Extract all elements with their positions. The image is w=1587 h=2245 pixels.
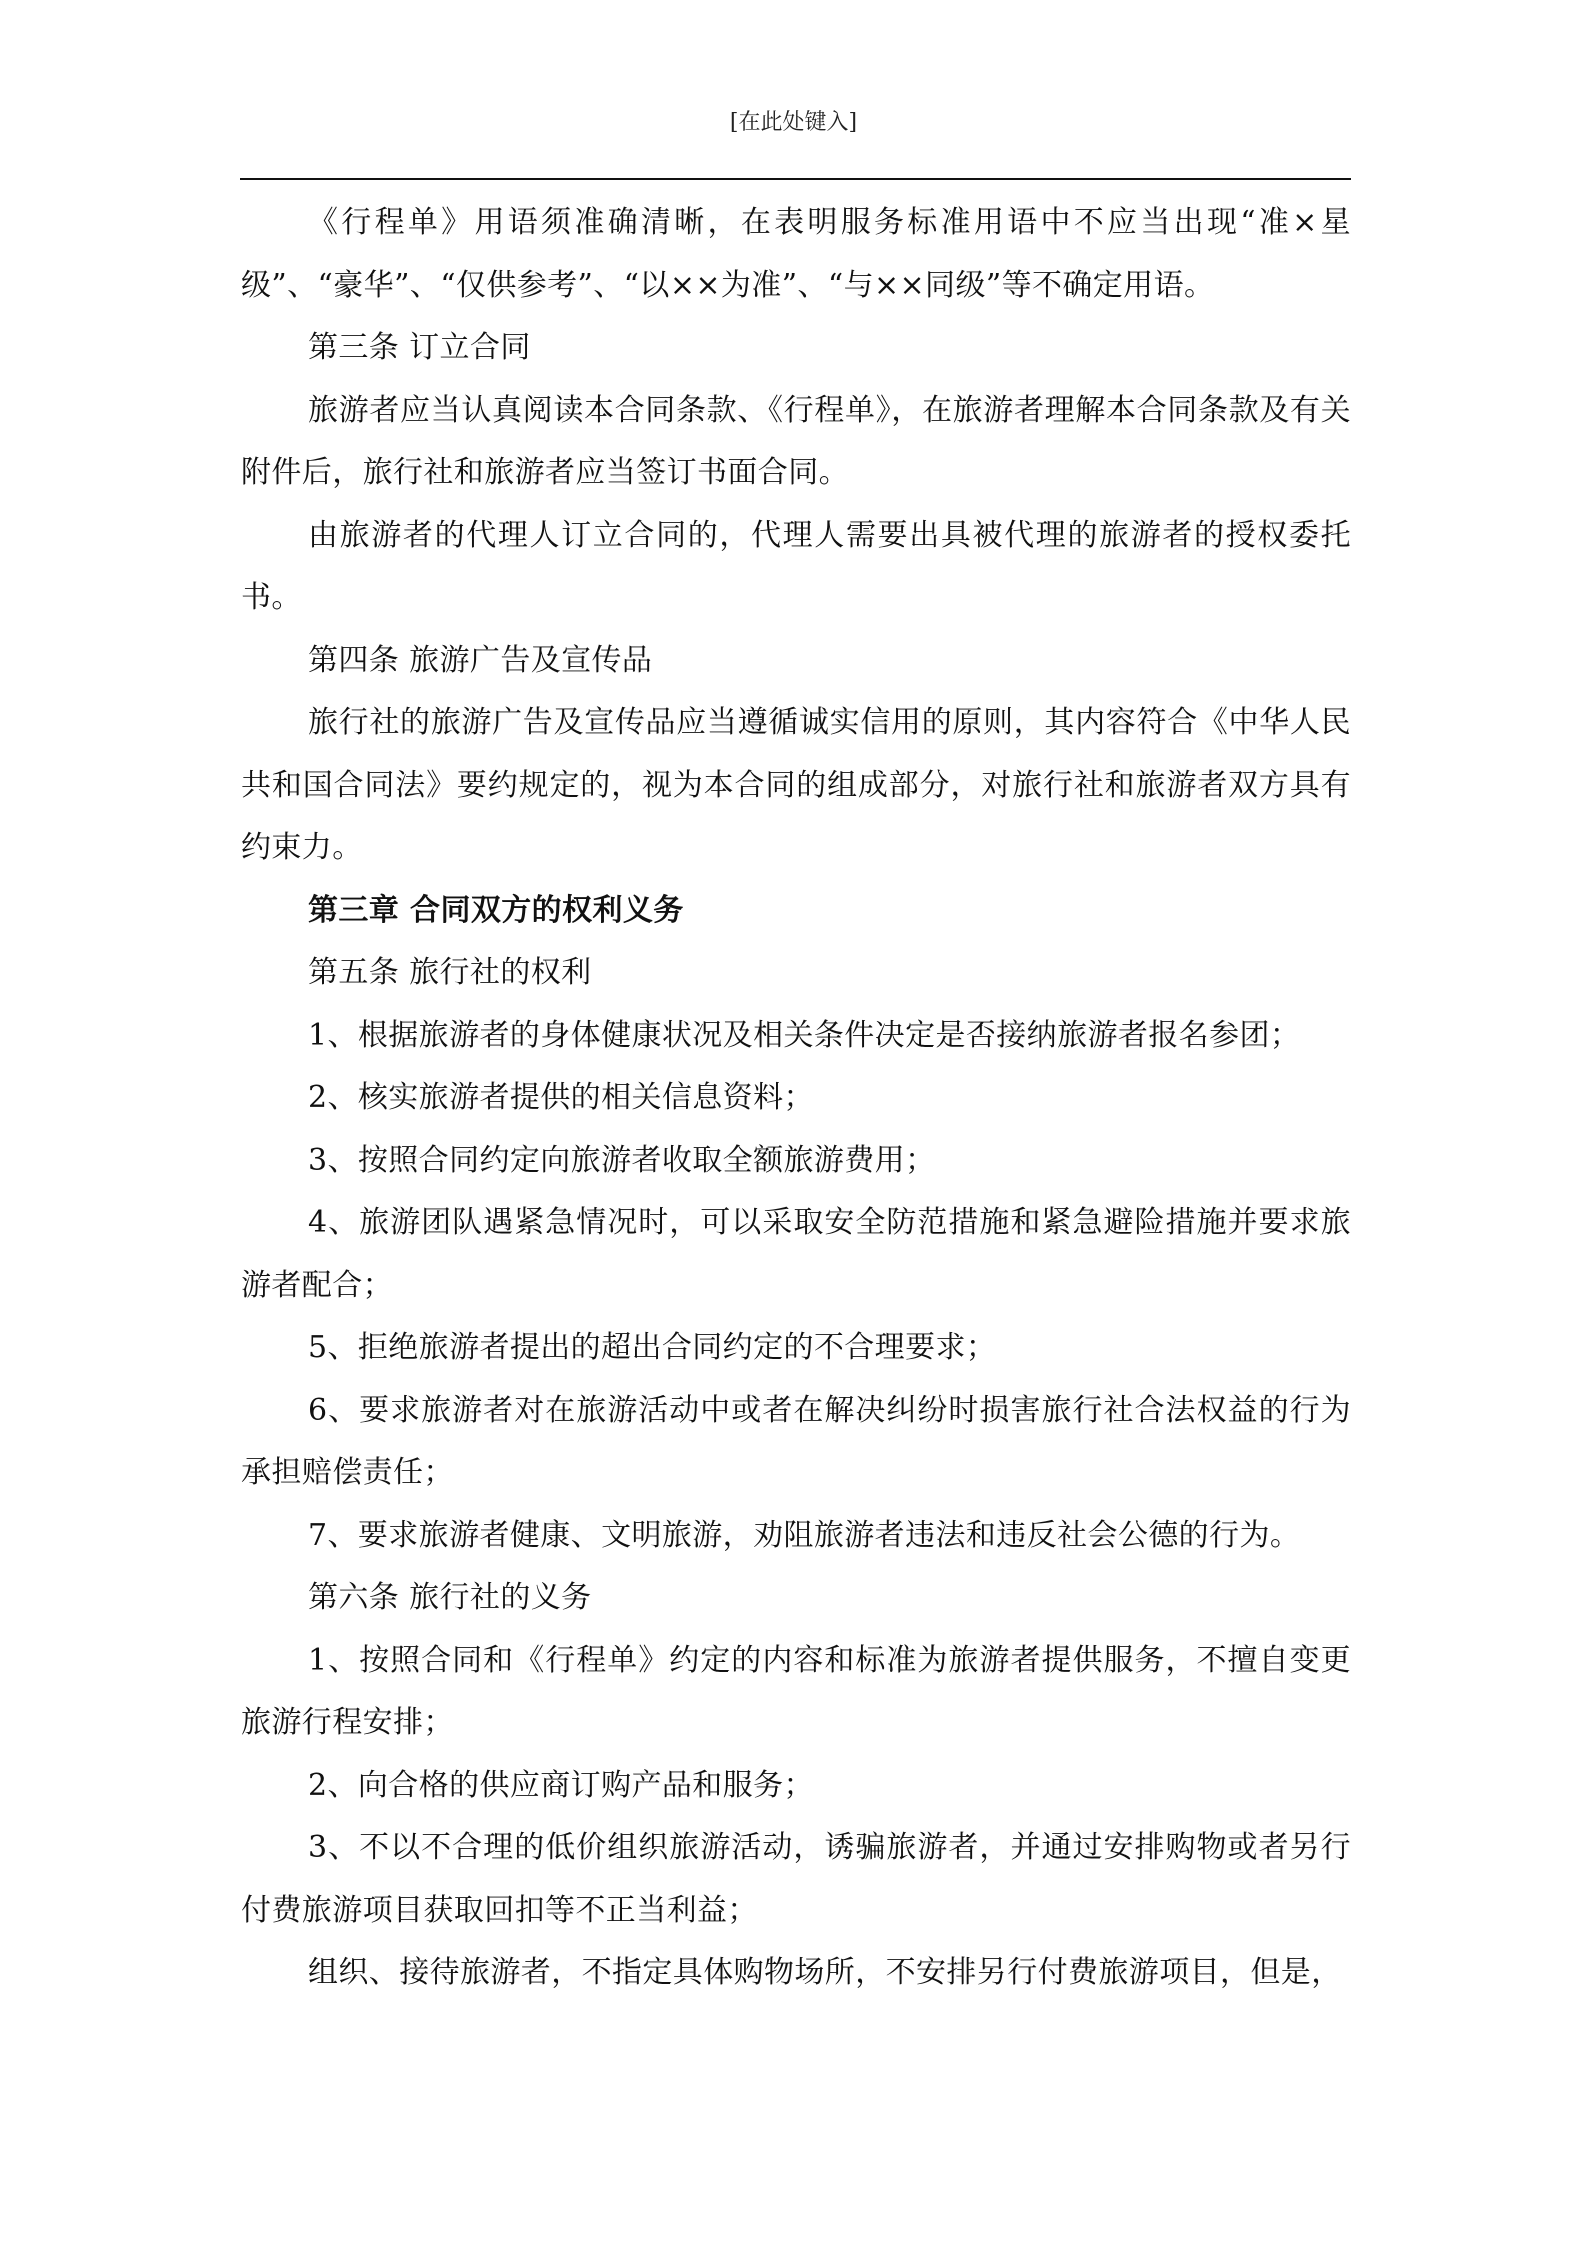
body-paragraph: 第五条 旅行社的权利: [308, 955, 592, 990]
body-paragraph: 旅行社的旅游广告及宣传品应当遵循诚实信用的原则，其内容符合《中华人民共和国合同法》要约规定的，视为本合同的组成部分，对旅行社和旅游者双方具有约束力。: [241, 705, 1351, 865]
body-paragraph: 3、不以不合理的低价组织旅游活动，诱骗旅游者，并通过安排购物或者另行付费旅游项目获取回扣等不正当利益；: [241, 1830, 1351, 1928]
body-paragraph: 旅游者应当认真阅读本合同条款、《行程单》，在旅游者理解本合同条款及有关附件后，旅行社和旅游者应当签订书面合同。: [241, 392, 1351, 490]
body-paragraph: 第三章 合同双方的权利义务: [308, 892, 684, 928]
body-paragraph: 4、旅游团队遇紧急情况时，可以采取安全防范措施和紧急避险措施并要求旅游者配合；: [241, 1205, 1351, 1303]
body-paragraph: 组织、接待旅游者，不指定具体购物场所，不安排另行付费旅游项目，但是，: [308, 1955, 1342, 1990]
header-divider: [240, 178, 1351, 180]
document-body: [241, 192, 1351, 2005]
body-paragraph: 第六条 旅行社的义务: [308, 1580, 592, 1615]
body-paragraph: 6、要求旅游者对在旅游活动中或者在解决纠纷时损害旅行社合法权益的行为承担赔偿责任；: [241, 1392, 1351, 1490]
body-paragraph: 1、按照合同和《行程单》约定的内容和标准为旅游者提供服务，不擅自变更旅游行程安排；: [241, 1642, 1351, 1740]
body-paragraph: 5、拒绝旅游者提出的超出合同约定的不合理要求；: [308, 1330, 997, 1365]
page-header: [在此处键入]: [729, 110, 858, 135]
body-paragraph: 由旅游者的代理人订立合同的，代理人需要出具被代理的旅游者的授权委托书。: [241, 517, 1351, 615]
body-paragraph: 2、向合格的供应商订购产品和服务；: [308, 1767, 814, 1803]
body-paragraph: 7、要求旅游者健康、文明旅游，劝阻旅游者违法和违反社会公德的行为。: [308, 1517, 1301, 1553]
body-paragraph: 《行程单》用语须准确清晰，在表明服务标准用语中不应当出现“准×星级”、“豪华”、“仅供参考”、“以××为准”、“与××同级”等不确定用语。: [241, 205, 1351, 303]
body-paragraph: 3、按照合同约定向旅游者收取全额旅游费用；: [308, 1142, 936, 1178]
body-paragraph: 第三条 订立合同: [308, 330, 531, 365]
body-paragraph: 1、根据旅游者的身体健康状况及相关条件决定是否接纳旅游者报名参团；: [308, 1017, 1301, 1053]
body-paragraph: 第四条 旅游广告及宣传品: [308, 642, 653, 678]
body-paragraph: 2、核实旅游者提供的相关信息资料；: [308, 1080, 814, 1115]
